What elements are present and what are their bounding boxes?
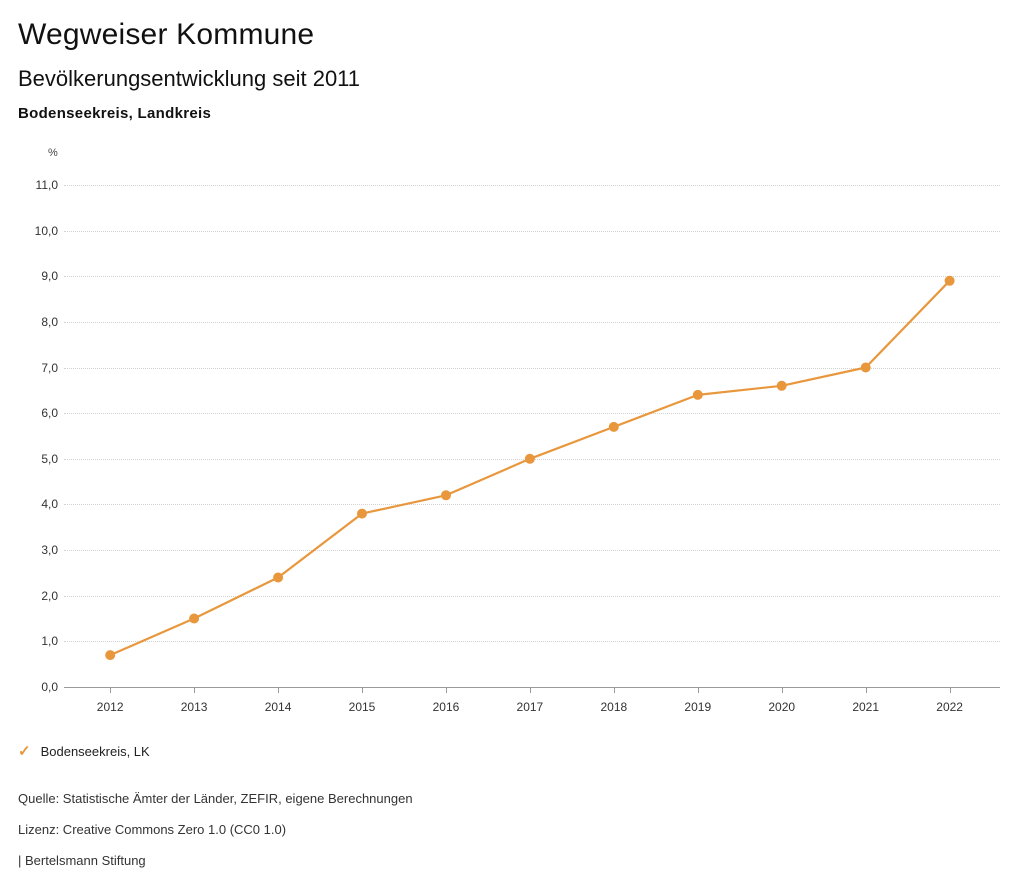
y-axis-tick-label: 9,0 bbox=[41, 269, 58, 284]
data-point[interactable] bbox=[861, 363, 871, 373]
legend-label: Bodenseekreis, LK bbox=[40, 744, 150, 759]
y-axis-unit: % bbox=[48, 147, 58, 159]
x-axis-tick-label: 2021 bbox=[852, 700, 880, 714]
data-point[interactable] bbox=[441, 490, 451, 500]
x-axis-tick-label: 2022 bbox=[936, 700, 963, 714]
series-bodenseekreis-lk bbox=[0, 140, 1024, 730]
data-point[interactable] bbox=[189, 614, 199, 624]
x-axis-tick-label: 2015 bbox=[348, 700, 376, 714]
chart-area bbox=[0, 140, 1024, 730]
page-subtitle: Bevölkerungsentwicklung seit 2011 bbox=[18, 66, 361, 91]
y-axis-tick-label: 6,0 bbox=[41, 406, 58, 421]
y-axis-tick-label: 4,0 bbox=[41, 497, 58, 512]
page-title: Wegweiser Kommune bbox=[18, 18, 315, 51]
y-axis-tick-label: 2,0 bbox=[41, 588, 58, 603]
data-point[interactable] bbox=[693, 390, 703, 400]
y-axis-tick-label: 8,0 bbox=[41, 314, 58, 329]
y-axis-tick-label: 7,0 bbox=[41, 360, 58, 375]
data-point[interactable] bbox=[525, 454, 535, 464]
x-axis-tick-label: 2016 bbox=[432, 700, 460, 714]
data-point[interactable] bbox=[105, 650, 115, 660]
y-axis-tick-label: 0,0 bbox=[41, 680, 58, 694]
y-axis-tick-label: 1,0 bbox=[41, 634, 58, 649]
legend[interactable] bbox=[18, 744, 150, 759]
data-point[interactable] bbox=[777, 381, 787, 391]
y-axis-tick-label: 10,0 bbox=[34, 223, 58, 238]
data-point[interactable] bbox=[609, 422, 619, 432]
region-label: Bodenseekreis, Landkreis bbox=[18, 105, 212, 122]
x-axis-tick-label: 2020 bbox=[768, 700, 796, 714]
x-axis-tick-label: 2018 bbox=[600, 700, 628, 714]
data-point[interactable] bbox=[945, 276, 955, 286]
data-point[interactable] bbox=[273, 573, 283, 583]
x-axis-tick-label: 2014 bbox=[264, 700, 292, 714]
footnote-publisher: | Bertelsmann Stiftung bbox=[18, 853, 146, 868]
x-axis-tick-label: 2012 bbox=[96, 700, 124, 714]
y-axis-tick-label: 3,0 bbox=[41, 543, 58, 558]
footnote-source: Quelle: Statistische Ämter der Länder, ZEFIR, eigene Berechnungen bbox=[18, 791, 413, 806]
x-axis-tick-label: 2013 bbox=[180, 700, 208, 714]
check-icon: ✓ bbox=[18, 743, 31, 760]
footnotes bbox=[18, 783, 413, 876]
x-axis-tick-label: 2019 bbox=[684, 700, 712, 714]
data-point[interactable] bbox=[357, 509, 367, 519]
x-axis-tick-label: 2017 bbox=[516, 700, 544, 714]
footnote-license: Lizenz: Creative Commons Zero 1.0 (CC0 1.0) bbox=[18, 822, 287, 837]
y-axis-tick-label: 11,0 bbox=[35, 178, 58, 192]
y-axis-tick-label: 5,0 bbox=[41, 451, 58, 466]
